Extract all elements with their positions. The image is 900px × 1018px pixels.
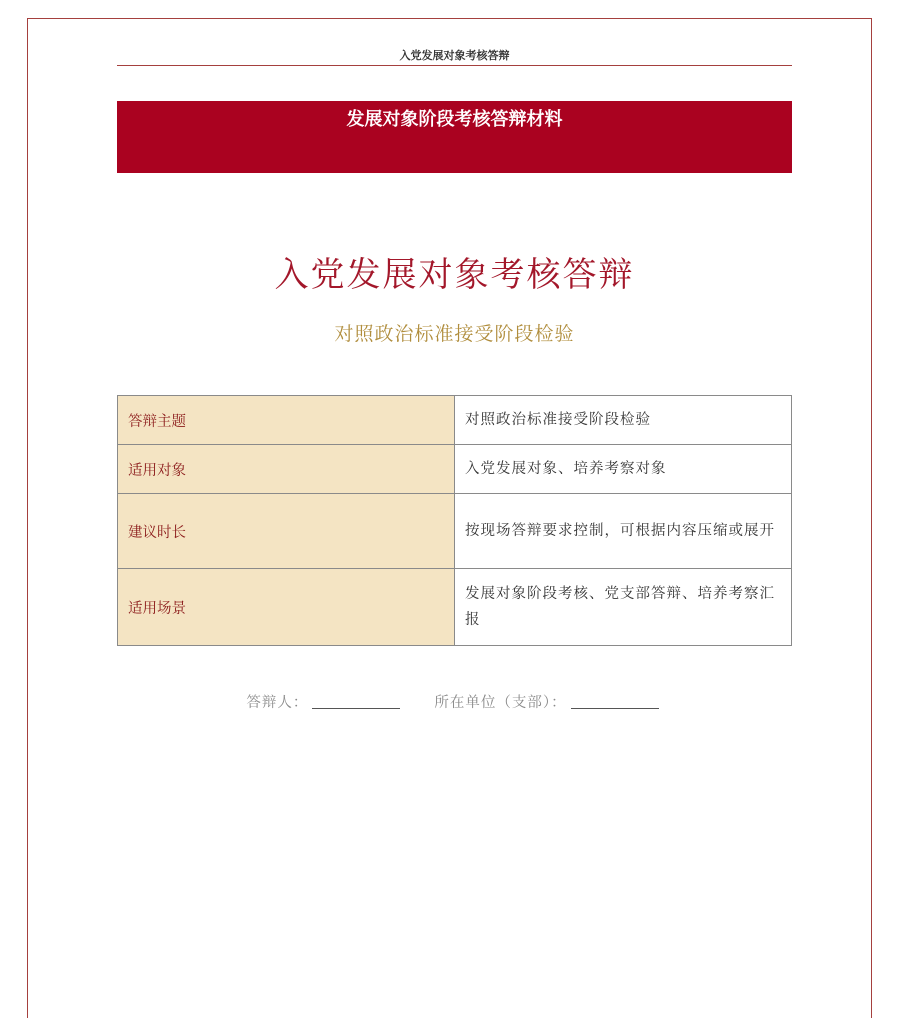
row-key: 答辩主题 bbox=[118, 396, 455, 445]
banner-text: 发展对象阶段考核答辩材料 bbox=[346, 109, 563, 130]
title-banner bbox=[117, 101, 792, 173]
table-row bbox=[118, 494, 792, 569]
table-row bbox=[118, 445, 792, 494]
row-value: 入党发展对象、培养考察对象 bbox=[455, 445, 792, 494]
main-title: 入党发展对象考核答辩 bbox=[274, 255, 635, 295]
row-key: 适用场景 bbox=[118, 569, 455, 646]
row-value: 按现场答辩要求控制，可根据内容压缩或展开 bbox=[455, 494, 792, 569]
unit-label: 所在单位（支部）： bbox=[434, 695, 567, 711]
table-row bbox=[118, 569, 792, 646]
header-rule bbox=[117, 65, 792, 66]
row-key: 适用对象 bbox=[118, 445, 455, 494]
respondent-blank bbox=[312, 694, 400, 709]
table-row bbox=[118, 396, 792, 445]
respondent-label: 答辩人： bbox=[246, 695, 309, 711]
document-page bbox=[27, 18, 872, 1018]
row-key: 建议时长 bbox=[118, 494, 455, 569]
row-value: 发展对象阶段考核、党支部答辩、培养考察汇报 bbox=[455, 569, 792, 646]
unit-blank bbox=[571, 694, 659, 709]
signature-line bbox=[117, 691, 792, 712]
info-table bbox=[117, 395, 792, 646]
row-value: 对照政治标准接受阶段检验 bbox=[455, 396, 792, 445]
running-header: 入党发展对象考核答辩 bbox=[399, 49, 510, 62]
subtitle: 对照政治标准接受阶段检验 bbox=[334, 323, 575, 345]
